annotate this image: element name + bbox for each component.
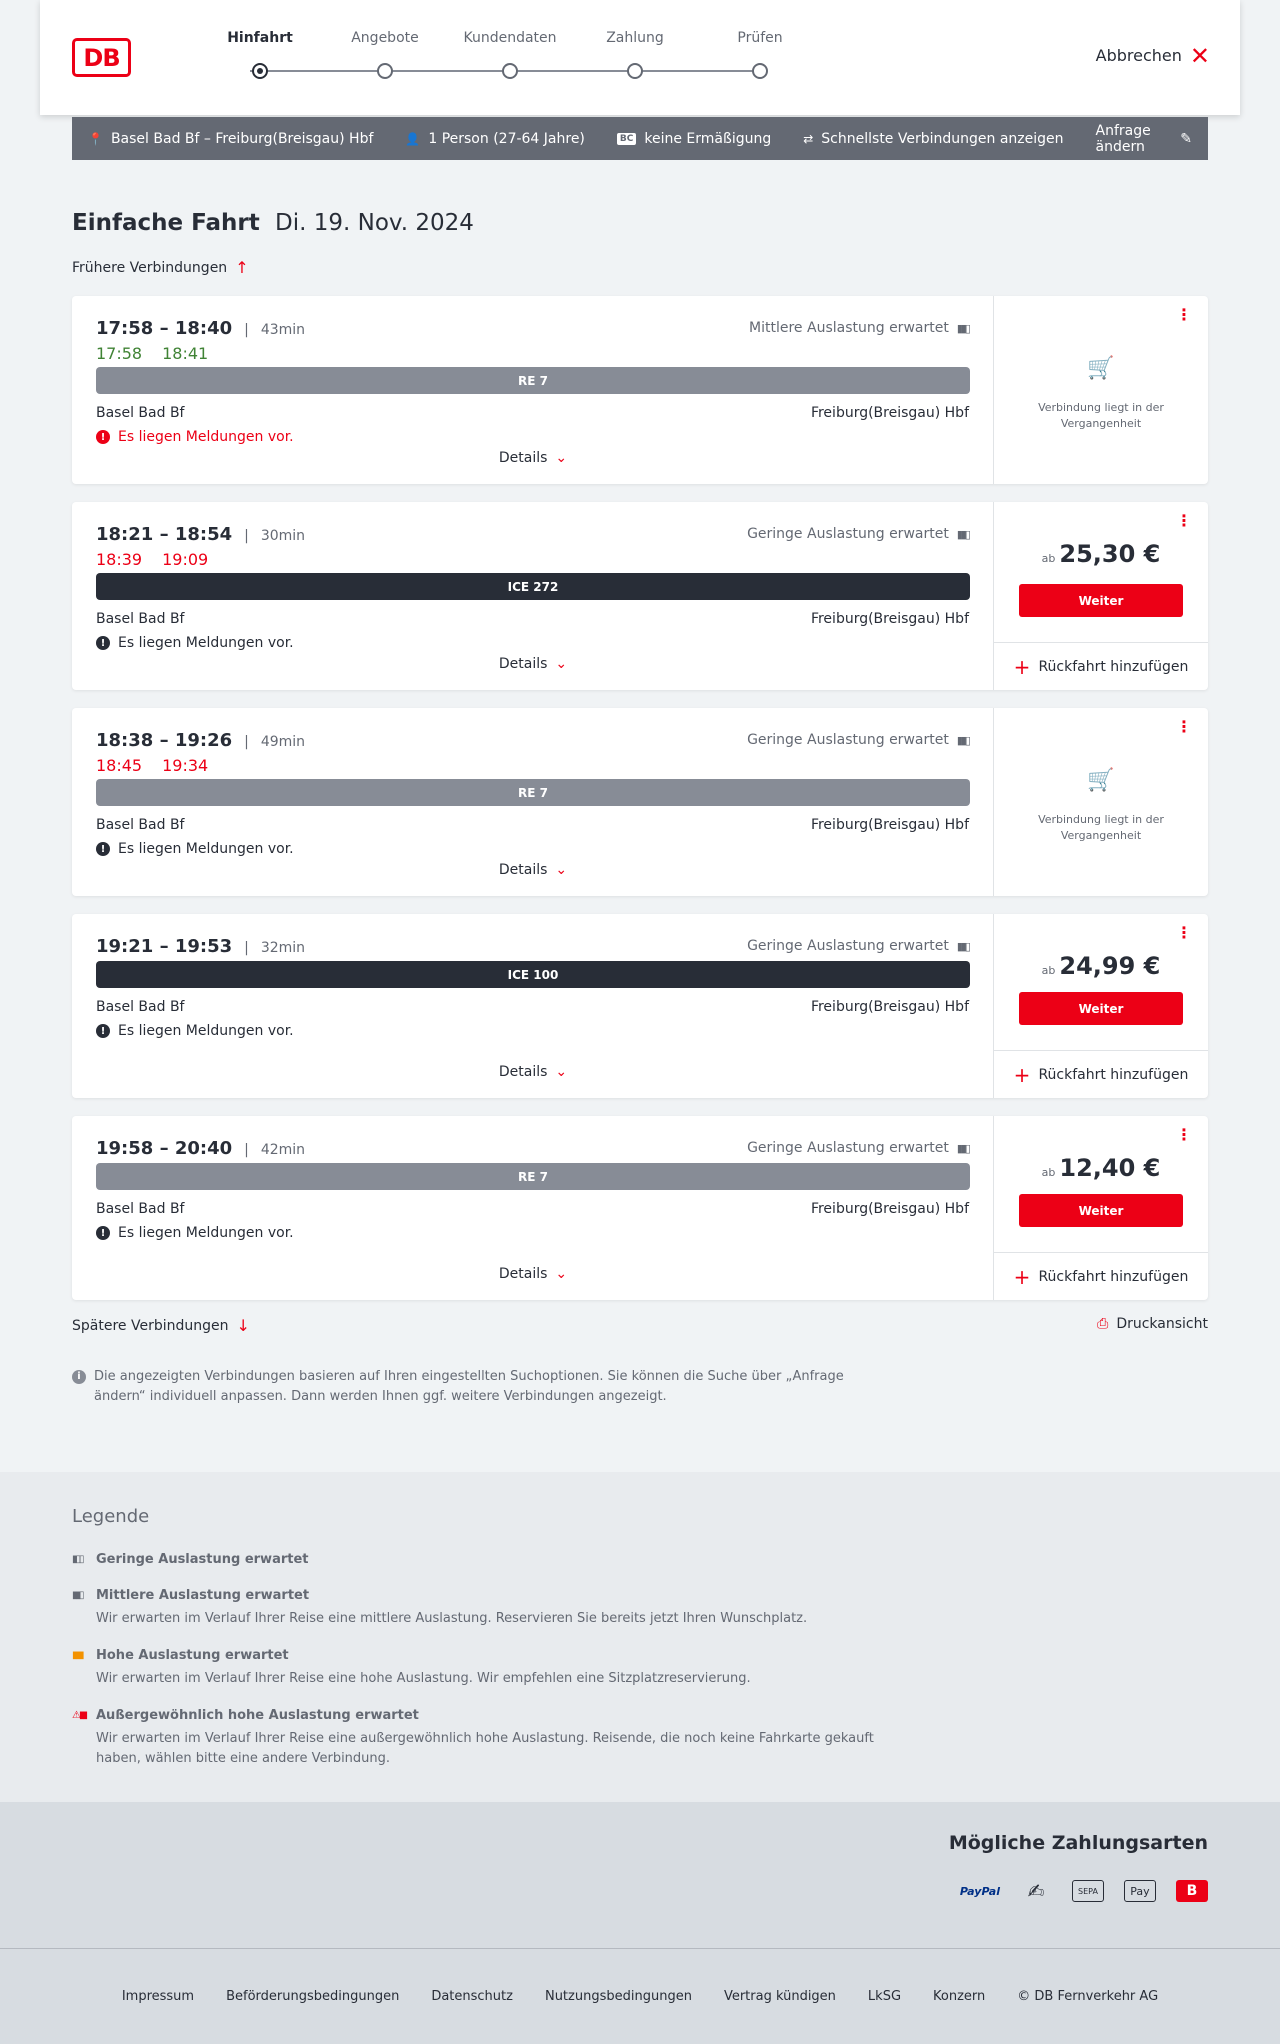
arrow-down-icon: ↓ (236, 1316, 250, 1335)
more-options-icon[interactable]: ⋮ (1176, 717, 1192, 736)
footer-link[interactable]: Impressum (121, 1989, 195, 2004)
offer-panel (994, 1116, 1208, 1300)
price-prefix: ab (1041, 552, 1056, 565)
destination-station: Freiburg(Breisgau) Hbf (810, 405, 969, 421)
details-toggle[interactable] (72, 450, 994, 466)
footer-link[interactable]: Konzern (933, 1989, 986, 2004)
offer-panel (994, 914, 1208, 1098)
price-value: 12,40 € (1059, 1154, 1161, 1182)
occupancy-info (747, 1140, 969, 1156)
occupancy-info (747, 732, 969, 748)
more-options-icon[interactable]: ⋮ (1176, 511, 1192, 530)
occupancy-icon: ▮▮▯ (956, 1141, 969, 1155)
connection-card (72, 708, 1208, 896)
trip-type: Einfache Fahrt (72, 210, 260, 236)
price-value: 24,99 € (1059, 952, 1161, 980)
add-return-button[interactable] (994, 642, 1208, 690)
details-toggle[interactable] (72, 862, 994, 878)
occupancy-icon: ▮▯▯ (72, 1554, 83, 1565)
sepa-icon: SEPA (1072, 1880, 1104, 1902)
chevron-down-icon: ⌄ (555, 862, 568, 878)
plus-icon: + (1013, 1062, 1031, 1087)
price-prefix: ab (1041, 1166, 1056, 1179)
notice-text: Es liegen Meldungen vor. (118, 635, 294, 651)
train-bar[interactable] (96, 573, 970, 600)
notice (96, 429, 294, 445)
planned-times: 19:58 – 20:40 (96, 1138, 233, 1159)
connection-times (96, 936, 305, 957)
train-bar[interactable] (96, 1163, 970, 1190)
planned-times: 17:58 – 18:40 (96, 318, 233, 339)
search-summary-bar (72, 117, 1208, 160)
legend-title-text: Außergewöhnlich hohe Auslastung erwartet (96, 1708, 419, 1723)
separator: | (244, 940, 249, 956)
realtime-arrival: 19:34 (162, 756, 209, 775)
details-toggle[interactable] (72, 656, 994, 672)
step-label: Angebote (351, 30, 419, 46)
cancel-label: Abbrechen (1095, 46, 1182, 65)
legend-item (72, 1552, 309, 1567)
step-angebote (325, 30, 445, 46)
printer-icon: ⎙ (1097, 1316, 1109, 1332)
close-icon: ✕ (1189, 41, 1210, 70)
footer-links (0, 1989, 1280, 2004)
train-name: RE 7 (518, 373, 548, 388)
details-label: Details (498, 656, 548, 672)
connection-card (72, 296, 1208, 484)
step-dot-icon (377, 63, 393, 79)
step-hinfahrt (200, 30, 320, 46)
destination-station: Freiburg(Breisgau) Hbf (810, 999, 969, 1015)
notice-text: Es liegen Meldungen vor. (118, 429, 294, 445)
earlier-connections-link[interactable] (72, 258, 249, 277)
legend-item (72, 1708, 876, 1769)
legend-desc: Wir erwarten im Verlauf Ihrer Reise eine mittlere Auslastung. Reservieren Sie bereits jetzt Ihren Wunschplatz. (96, 1611, 808, 1626)
connection-times (96, 730, 305, 751)
details-toggle[interactable] (72, 1064, 994, 1080)
more-options-icon[interactable]: ⋮ (1176, 305, 1192, 324)
notice-text: Es liegen Meldungen vor. (118, 1023, 294, 1039)
notice (96, 635, 294, 651)
chevron-down-icon: ⌄ (555, 450, 568, 466)
notice-text: Es liegen Meldungen vor. (118, 841, 294, 857)
occupancy-text: Geringe Auslastung erwartet (747, 1140, 949, 1156)
swap-arrows-icon: ⇄ (803, 131, 814, 146)
apple-pay-label: Pay (1130, 1884, 1150, 1898)
return-label: Rückfahrt hinzufügen (1038, 1066, 1189, 1083)
realtime-arrival: 19:09 (162, 550, 209, 569)
payment-section (0, 1802, 1280, 1948)
add-return-button[interactable] (994, 1252, 1208, 1300)
footer-link[interactable]: Datenschutz (431, 1989, 513, 2004)
info-icon: i (72, 1370, 86, 1384)
separator: | (244, 528, 249, 544)
footer-link[interactable]: LkSG (867, 1989, 902, 2004)
persons-text: 1 Person (27-64 Jahre) (428, 130, 585, 147)
discount-summary (617, 131, 771, 147)
realtime-times (96, 550, 208, 569)
info-note-text: Die angezeigten Verbindungen basieren auf Ihren eingestellten Suchoptionen. Sie können die Suche über „Anfrage ändern“ individuell anpassen. Dann werden Ihnen ggf. weitere Verbindungen angezeigt. (94, 1369, 844, 1404)
alert-icon: ! (96, 636, 110, 650)
realtime-departure: 18:45 (96, 756, 143, 775)
alert-icon: ! (96, 1024, 110, 1038)
legend-title-text: Hohe Auslastung erwartet (96, 1648, 289, 1663)
destination-station: Freiburg(Breisgau) Hbf (810, 817, 969, 833)
discount-text: keine Ermäßigung (644, 130, 772, 147)
notice-text: Es liegen Meldungen vor. (118, 1225, 294, 1241)
occupancy-icon: ▮▮▯ (72, 1590, 83, 1601)
connection-card (72, 914, 1208, 1098)
cart-unavailable-icon: 🛒 (1087, 768, 1115, 793)
origin-station: Basel Bad Bf (96, 999, 185, 1015)
planned-times: 19:21 – 19:53 (96, 936, 233, 957)
details-label: Details (498, 1064, 548, 1080)
alert-icon: ! (96, 430, 110, 444)
cart-unavailable-icon: 🛒 (1087, 356, 1115, 381)
footer-link[interactable]: Vertrag kündigen (723, 1989, 836, 2004)
change-request-button[interactable] (1096, 123, 1192, 155)
details-label: Details (498, 862, 548, 878)
destination-station: Freiburg(Breisgau) Hbf (810, 1201, 969, 1217)
details-label: Details (498, 450, 548, 466)
origin-station: Basel Bad Bf (96, 405, 185, 421)
offer-panel (994, 296, 1208, 484)
price (994, 952, 1208, 980)
separator: | (244, 734, 249, 750)
price (994, 540, 1208, 568)
occupancy-text: Geringe Auslastung erwartet (747, 938, 949, 954)
paypal-icon: PayPal (959, 1884, 1000, 1898)
db-logo[interactable]: DB (72, 38, 131, 77)
plus-icon: + (1013, 654, 1031, 679)
planned-times: 18:38 – 19:26 (96, 730, 233, 751)
origin-station: Basel Bad Bf (96, 1201, 185, 1217)
step-label: Kundendaten (463, 30, 557, 46)
connection-times (96, 318, 305, 339)
return-label: Rückfahrt hinzufügen (1038, 658, 1189, 675)
connection-times (96, 524, 305, 545)
persons-summary (405, 131, 585, 147)
train-name: RE 7 (518, 1169, 548, 1184)
connection-card (72, 1116, 1208, 1300)
legend-item (72, 1588, 876, 1629)
print-view-link[interactable] (1097, 1316, 1208, 1332)
connection-main (72, 914, 994, 1098)
booking-stepper (200, 30, 783, 90)
train-name: ICE 272 (507, 579, 559, 594)
notice (96, 841, 294, 857)
cancel-button[interactable] (1095, 41, 1210, 70)
step-kundendaten (450, 30, 570, 46)
price-prefix: ab (1041, 964, 1056, 977)
db-card-icon: B (1176, 1880, 1208, 1902)
price (994, 1154, 1208, 1182)
origin-station: Basel Bad Bf (96, 611, 185, 627)
destination-station: Freiburg(Breisgau) Hbf (810, 611, 969, 627)
train-name: ICE 100 (507, 967, 559, 982)
occupancy-info (747, 526, 969, 542)
occupancy-text: Geringe Auslastung erwartet (747, 732, 949, 748)
step-dot-icon (502, 63, 518, 79)
occupancy-icon: ▮▮▯ (956, 321, 969, 335)
planned-times: 18:21 – 18:54 (96, 524, 233, 545)
arrow-up-icon: ↑ (235, 258, 249, 277)
notice (96, 1023, 294, 1039)
price-value: 25,30 € (1059, 540, 1161, 568)
step-label: Prüfen (737, 30, 783, 46)
payment-title: Mögliche Zahlungsarten (948, 1832, 1208, 1854)
occupancy-icon: ▮▮▮ (72, 1650, 83, 1661)
details-toggle[interactable] (72, 1266, 994, 1282)
chevron-down-icon: ⌄ (555, 1064, 568, 1080)
weiter-button[interactable]: Weiter (1019, 584, 1183, 617)
alert-icon: ! (96, 842, 110, 856)
more-options-icon[interactable]: ⋮ (1176, 923, 1192, 942)
bahncard-icon: BC (617, 133, 636, 145)
legend-item-title (72, 1552, 309, 1567)
offer-panel (994, 502, 1208, 690)
realtime-times (96, 756, 208, 775)
header (40, 0, 1240, 115)
train-name: RE 7 (518, 785, 548, 800)
connection-main (72, 1116, 994, 1300)
duration: 42min (260, 1142, 306, 1158)
train-bar[interactable] (96, 961, 970, 988)
step-pruefen (700, 30, 820, 46)
chevron-down-icon: ⌄ (555, 1266, 568, 1282)
later-connections-link[interactable] (72, 1316, 250, 1335)
mode-summary (803, 131, 1063, 147)
footer-link[interactable]: Beförderungsbedingungen (226, 1989, 400, 2004)
alert-icon: ! (96, 1226, 110, 1240)
step-dot-icon (627, 63, 643, 79)
route-text: Basel Bad Bf – Freiburg(Breisgau) Hbf (110, 130, 374, 147)
occupancy-icon: ▮▮▯ (956, 733, 969, 747)
earlier-label: Frühere Verbindungen (72, 259, 228, 276)
occupancy-info (747, 938, 969, 954)
legend-item-title (72, 1648, 876, 1663)
separator: | (244, 1142, 249, 1158)
details-label: Details (498, 1266, 548, 1282)
legend-title: Legende (72, 1506, 150, 1527)
step-label: Hinfahrt (227, 30, 293, 46)
change-request-label: Anfrage ändern (1095, 122, 1151, 155)
realtime-arrival: 18:41 (162, 344, 209, 363)
more-options-icon[interactable]: ⋮ (1176, 1125, 1192, 1144)
past-connection-text: Verbindung liegt in der Vergangenheit (1038, 813, 1164, 842)
footer-link: © DB Fernverkehr AG (1017, 1989, 1159, 2004)
pencil-icon: ✎ (1180, 130, 1192, 147)
occupancy-icon: ▮▮▯ (956, 939, 969, 953)
payment-icons (960, 1880, 1208, 1902)
mode-text: Schnellste Verbindungen anzeigen (821, 130, 1064, 147)
legend-desc: Wir erwarten im Verlauf Ihrer Reise eine hohe Auslastung. Wir empfehlen eine Sitzplatzreservierung. (96, 1671, 751, 1686)
notice (96, 1225, 294, 1241)
train-bar[interactable] (96, 367, 970, 394)
legend-title-text: Geringe Auslastung erwartet (96, 1552, 309, 1567)
chevron-down-icon: ⌄ (555, 656, 568, 672)
train-bar[interactable] (96, 779, 970, 806)
person-icon: 👤 (405, 131, 421, 146)
connection-times (96, 1138, 305, 1159)
legend-item (72, 1648, 876, 1689)
hand-card-icon: ✍ (1027, 1879, 1045, 1903)
footer-link[interactable]: Nutzungsbedingungen (544, 1989, 692, 2004)
apple-pay-icon (1124, 1880, 1156, 1902)
location-pin-icon: 📍 (88, 131, 103, 146)
route-summary (88, 131, 373, 147)
occupancy-info (749, 320, 969, 336)
step-label: Zahlung (606, 30, 664, 46)
legend-title-text: Mittlere Auslastung erwartet (96, 1588, 310, 1603)
duration: 49min (260, 734, 306, 750)
occupancy-icon: ⚠▮▮ (72, 1710, 86, 1721)
connection-card (72, 502, 1208, 690)
legend-item-title (72, 1708, 876, 1723)
page-title (72, 210, 474, 236)
realtime-departure: 18:39 (96, 550, 143, 569)
weiter-button[interactable]: Weiter (1019, 992, 1183, 1025)
occupancy-text: Mittlere Auslastung erwartet (749, 320, 949, 336)
legend-item-title (72, 1588, 876, 1603)
past-connection-text: Verbindung liegt in der Vergangenheit (1038, 401, 1164, 430)
occupancy-text: Geringe Auslastung erwartet (747, 526, 949, 542)
info-note (72, 1367, 852, 1407)
duration: 30min (260, 528, 306, 544)
duration: 32min (260, 940, 306, 956)
legend-desc: Wir erwarten im Verlauf Ihrer Reise eine außergewöhnlich hohe Auslastung. Reisende, die noch keine Fahrkarte gekauft haben, wählen bitte eine andere Verbindung. (96, 1731, 874, 1766)
origin-station: Basel Bad Bf (96, 817, 185, 833)
add-return-button[interactable] (994, 1050, 1208, 1098)
realtime-times (96, 344, 208, 363)
separator: | (244, 322, 249, 338)
plus-icon: + (1013, 1264, 1031, 1289)
connection-main (72, 708, 994, 896)
weiter-button[interactable]: Weiter (1019, 1194, 1183, 1227)
step-dot-icon (252, 63, 268, 79)
later-label: Spätere Verbindungen (72, 1317, 229, 1334)
print-label: Druckansicht (1116, 1316, 1208, 1332)
connection-main (72, 296, 994, 484)
legend-section (0, 1472, 1280, 1802)
duration: 43min (260, 322, 306, 338)
connection-main (72, 502, 994, 690)
occupancy-icon: ▮▮▯ (956, 527, 969, 541)
trip-date: Di. 19. Nov. 2024 (275, 210, 474, 236)
realtime-departure: 17:58 (96, 344, 143, 363)
offer-panel (994, 708, 1208, 896)
footer (0, 1948, 1280, 2044)
step-zahlung (575, 30, 695, 46)
step-dot-icon (752, 63, 768, 79)
return-label: Rückfahrt hinzufügen (1038, 1268, 1189, 1285)
